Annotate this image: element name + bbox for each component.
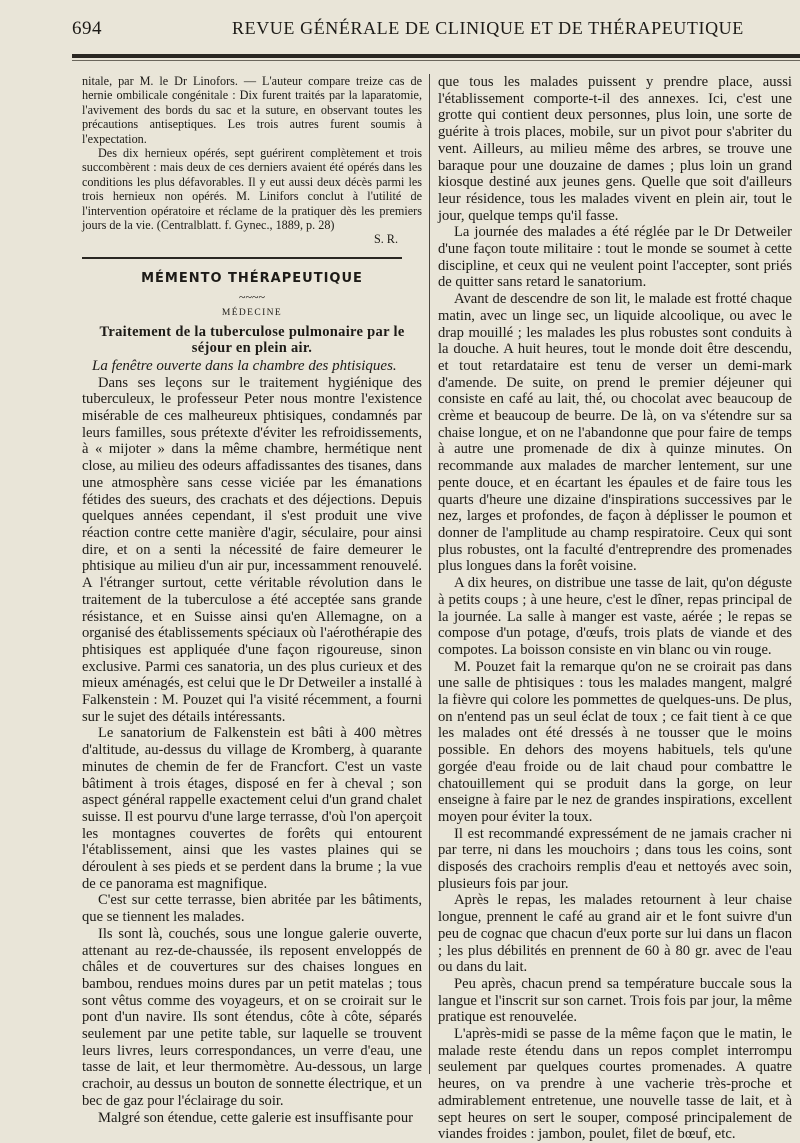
page-number: 694 <box>72 18 102 39</box>
body-paragraph: Le sanatorium de Falkenstein est bâti à 400 mètres d'altitude, au-dessus du village de Kromberg, à quarante minutes de chemin de fer de Francfort. C'est un vaste bâtiment à trois étages, disposé en fer à cheval ; son aspect général rappelle exactement celui d'un grand chalet suisse. Il est pourvu d'une large terrasse, d'où l'on aperçoit les montagnes couvertes de forêts qui entourent l'établissement, ainsi que les vastes plaines qui se déroulent à ses pieds et se perdent dans la brume ; la vue de ce panorama est magnifique. <box>82 725 422 892</box>
body-paragraph: Ils sont là, couchés, sous une longue galerie ouverte, attenant au rez-de-chaussée, ils reposent enveloppés de châles et de couvertures sur des chaises longues en bambou, rendues moins dures par un petit matelas ; tous sont vêtus comme des voyageurs, et on se croirait sur le pont d'un navire. Ils sont étendus, côte à côte, séparés seulement par une petite table, sur laquelle se trouvent leurs livres, leurs correspondances, un verre d'eau, une tasse de lait, et leur thermomètre. Au-dessous, un large crachoir, au dessus un bouton de sonnette électrique, et un bec de gaz pour l'éclairage du soir. <box>82 925 422 1109</box>
running-title: REVUE GÉNÉRALE DE CLINIQUE ET DE THÉRAPEUTIQUE <box>232 18 744 38</box>
header-rule <box>72 54 800 58</box>
body-paragraph: que tous les malades puissent y prendre place, aussi l'établissement comporte-t-il des annexes. Ici, c'est une grotte qui contient deux personnes, plus loin, une sorte de guérite à trois places, mobile, sur un pivot pour s'abriter du vent. Ailleurs, au milieu même des arbres, se trouve une baraque pour une douzaine de dames ; plus loin un grand kiosque destiné aux jeunes gens. Quelle que soit d'ailleurs leur résidence, tous les malades vivent en plein air, tout le jour, quelque temps qu'il fasse. <box>438 74 792 224</box>
column-divider <box>429 74 430 1074</box>
article-title: Traitement de la tuberculose pulmonaire par le séjour en plein air. <box>99 324 405 357</box>
author-signature: S. R. <box>373 232 398 247</box>
prev-article-paragraph: nitale, par M. le Dr Linofors. — L'auteur compare treize cas de hernie ombilicale congénitale : Dix furent traités par la laparatomie, l'avivement des bords du sac et la suture, en observant toutes les précautions antiseptiques. Les trois autres furent soumis à l'expectation. <box>82 74 422 146</box>
section-separator <box>82 257 402 259</box>
memento-heading: MÉMENTO THÉRAPEUTIQUE <box>141 270 363 286</box>
body-paragraph: L'après-midi se passe de la même façon que le matin, le malade reste étendu dans un repos complet interrompu seulement par quelques courtes promenades. A quatre heures, on va prendre à une vacherie très-proche et admirablement entretenue, une nouvelle tasse de lait, et à sept heures on sert le souper, composé principalement de viandes froides : jambon, poulet, filet de bœuf, etc. <box>438 1026 792 1143</box>
prev-article-paragraph: Des dix hernieux opérés, sept guérirent complètement et trois succombèrent : mais deux de ces derniers avaient été opérés dans les conditions les plus défavorables. Il y eut aussi deux décès parmi les trois hernieux non opérés. M. Linifors conclut à l'utilité de l'intervention opératoire et réclame de la pratiquer dès les premiers jours de la vie. (Centralblatt. f. Gynec., 1889, p. 28) <box>82 146 422 233</box>
body-paragraph: Dans ses leçons sur le traitement hygiénique des tuberculeux, le professeur Peter nous montre l'existence misérable de ces malheureux phtisiques, condamnés par leurs familles, sous prétexte d'éviter les refroidissements, à « mijoter » dans la même chambre, hermétique nent close, au milieu des odeurs affadissantes des tisanes, dans une atmosphère sans cesse viciée par les émanations fétides des sueurs, des crachats et des déjections. Depuis quelques années cependant, il s'est produit une vive réaction contre cette manière d'agir, séculaire, pour ainsi dire, et on a senti la nécessité de faire demeurer le phtisique au milieu d'un air pur, incessamment renouvelé. A l'étranger surtout, cette véritable révolution dans le traitement de la tuberculose a été acceptée sans grande résistance, et en Suisse ainsi qu'en Allemagne, on a organisé des établissements spéciaux où l'aérothérapie des phtisiques est appliquée d'une façon rigoureuse, sinon exclusive. Parmi ces sanatoria, un des plus curieux et des mieux aménagés, est celui que le Dr Detweiler a installé à Falkenstein : M. Pouzet qui l'a visité récemment, a fourni sur le sujet des détails intéressants. <box>82 374 422 725</box>
ornament: ~~~~ <box>239 290 265 305</box>
body-paragraph: Malgré son étendue, cette galerie est insuffisante pour <box>98 1109 414 1126</box>
body-paragraph: M. Pouzet fait la remarque qu'on ne se croirait pas dans une salle de phtisiques : tous les malades mangent, malgré la fièvre qui colore les pommettes de quelques-uns. De plus, on n'entend pas un seul éclat de toux ; ce fait tient à ce que les malades ont été dressés à ne tousser que le moins possible. En dehors des moyens habituels, tels qu'une gorgée d'eau froide ou de lait chaud pour combattre le chatouillement qui se produit dans la gorge, on leur enseigne à faire par le nez de grandes inspirations, excellent moyen pour éviter la toux. <box>438 658 792 825</box>
body-paragraph: Après le repas, les malades retournent à leur chaise longue, prennent le café au grand air et le font suivre d'un peu de cognac que chacun d'eux porte sur lui dans un flacon ; les plus débilités en prennent de 60 à 80 gr. avec de l'eau ou dans du lait. <box>438 892 792 976</box>
body-paragraph: Il est recommandé expressément de ne jamais cracher ni par terre, ni dans les mouchoirs ; dans tous les coins, sont disposés des crachoirs remplis d'eau et nettoyés avec soin, plusieurs fois par jour. <box>438 825 792 892</box>
left-column <box>82 74 422 1126</box>
body-paragraph: La journée des malades a été réglée par le Dr Detweiler d'une façon toute militaire : tout le monde se soumet à cette discipline, et ceux qui ne veulent point l'accepter, sont priés de quitter sans retard le sanatorium. <box>438 224 792 291</box>
section-label: MÉDECINE <box>221 308 283 319</box>
right-column <box>438 74 792 1143</box>
body-paragraph: Peu après, chacun prend sa température buccale sous la langue et l'inscrit sur son carnet. Trois fois par jour, la même pratique est renouvelée. <box>438 975 792 1026</box>
body-paragraph: A dix heures, on distribue une tasse de lait, qu'on déguste à petits coups ; à une heure, c'est le dîner, repas principal de la journée. La salle à manger est vaste, aérée ; le repas se compose d'un potage, d'œufs, trois plats de viande et des compotes. La boisson consiste en vin blanc ou vin rouge. <box>438 575 792 658</box>
body-paragraph: C'est sur cette terrasse, bien abritée par les bâtiments, que se tiennent les malades. <box>82 892 422 926</box>
article-subtitle: La fenêtre ouverte dans la chambre des phtisiques. <box>92 358 397 375</box>
page-header <box>72 14 800 44</box>
header-rule-thin <box>72 60 800 61</box>
body-paragraph: Avant de descendre de son lit, le malade est frotté chaque matin, avec un linge sec, un liquide alcoolique, ou avec le drap mouillé ; les malades les plus robustes sont conduits à la douche. A huit heures, tout le monde doit être descendu, et tout retardataire est tenu de verser un demi-mark d'amende. De suite, on prend le premier déjeuner qui consiste en café au lait, thé, ou chocolat avec beaucoup de crème et beaucoup de beurre. De là, on va s'étendre sur sa chaise longue, et on ne l'abandonne que pour faire de temps à autre une promenade de dix à quinze minutes. On recommande aux malades de marcher lentement, sur une pente douce, et en écartant les épaules et de faire tous les quarts d'heure une dizaine d'inspirations successives par le nez, larges et profondes, de façon à déplisser le poumon et donner de l'amplitude au champ respiratoire. Ceux qui sont plus robustes, ont la faculté d'entreprendre des promenades plus longues dans la forêt voisine. <box>438 291 792 575</box>
